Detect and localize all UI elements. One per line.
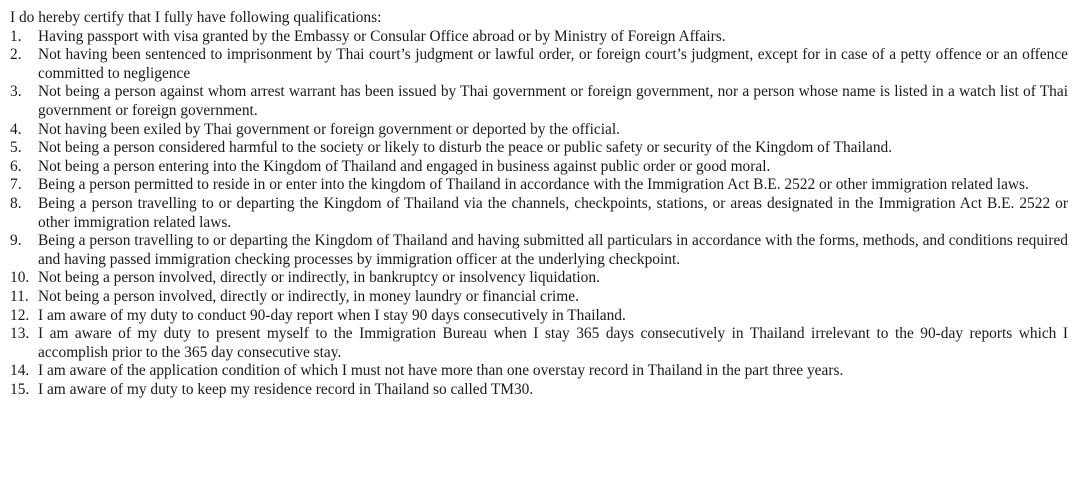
qualification-item-1 xyxy=(10,28,1068,47)
item-text: Being a person travelling to or departing the Kingdom of Thailand and having submitted all particulars in accordance with the forms, methods, and conditions required and having passed immigration checking processes by immigration officer at the underlying checkpoint. xyxy=(38,232,1068,268)
item-text: Being a person travelling to or departing the Kingdom of Thailand via the channels, checkpoints, stations, or areas designated in the Immigration Act B.E. 2522 or other immigration related laws. xyxy=(38,194,1068,231)
qualification-item-7 xyxy=(10,176,1068,195)
item-text: Not having been sentenced to imprisonment by Thai court’s judgment or lawful order, or foreign court’s judgment, except for in case of a petty offence or an offence committed to negligence xyxy=(38,46,1068,82)
item-text: I am aware of my duty to keep my residence record in Thailand so called TM30. xyxy=(38,380,534,398)
item-number: 8. xyxy=(10,194,22,212)
item-text: Not being a person involved, directly or indirectly, in bankruptcy or insolvency liquidation. xyxy=(38,269,600,287)
qualification-item-12 xyxy=(10,307,1068,326)
qualification-item-11 xyxy=(10,288,1068,307)
item-number: 12. xyxy=(10,306,30,324)
qualifications-list xyxy=(10,28,1068,400)
item-number: 5. xyxy=(10,139,22,157)
item-text: Being a person permitted to reside in or enter into the kingdom of Thailand in accordance with the Immigration Act B.E. 2522 or other immigration related laws. xyxy=(38,176,1029,194)
qualification-item-2 xyxy=(10,46,1068,83)
item-number: 11. xyxy=(10,287,29,305)
qualifications-document xyxy=(10,9,1068,399)
qualification-item-3 xyxy=(10,83,1068,120)
item-text: Not being a person against whom arrest warrant has been issued by Thai government or foreign government, nor a person whose name is listed in a watch list of Thai government or foreign government. xyxy=(38,83,1068,119)
item-number: 9. xyxy=(10,232,22,250)
qualification-item-6 xyxy=(10,158,1068,177)
item-text: Having passport with visa granted by the Embassy or Consular Office abroad or by Ministry of Foreign Affairs. xyxy=(38,27,726,45)
qualification-item-4 xyxy=(10,121,1068,140)
item-number: 2. xyxy=(10,46,22,64)
item-text: I am aware of my duty to conduct 90-day report when I stay 90 days consecutively in Thailand. xyxy=(38,306,626,324)
item-text: I am aware of my duty to present myself to the Immigration Bureau when I stay 365 days consecutively in Thailand irrelevant to the 90-day reports which I accomplish prior to the 365 day consecutive stay. xyxy=(38,325,1068,361)
qualification-item-13 xyxy=(10,325,1068,362)
item-text: I am aware of the application condition of which I must not have more than one overstay record in Thailand in the part three years. xyxy=(38,362,844,380)
item-number: 7. xyxy=(10,176,22,194)
qualification-item-5 xyxy=(10,139,1068,158)
item-number: 3. xyxy=(10,83,22,101)
qualification-item-10 xyxy=(10,269,1068,288)
qualification-item-8 xyxy=(10,195,1068,232)
item-number: 14. xyxy=(10,362,30,380)
item-number: 4. xyxy=(10,120,22,138)
qualification-item-14 xyxy=(10,362,1068,381)
item-number: 1. xyxy=(10,27,22,45)
item-number: 10. xyxy=(10,269,30,287)
item-number: 15. xyxy=(10,380,30,398)
item-number: 13. xyxy=(10,325,30,343)
item-text: Not having been exiled by Thai government or foreign government or deported by the official. xyxy=(38,120,620,138)
item-text: Not being a person considered harmful to the society or likely to disturb the peace or public safety or security of the Kingdom of Thailand. xyxy=(38,139,893,157)
certification-intro: I do hereby certify that I fully have following qualifications: xyxy=(10,9,382,26)
item-text: Not being a person involved, directly or indirectly, in money laundry or financial crime. xyxy=(38,287,579,305)
qualification-item-15 xyxy=(10,381,1068,400)
qualification-item-9 xyxy=(10,232,1068,269)
item-text: Not being a person entering into the Kingdom of Thailand and engaged in business against public order or good moral. xyxy=(38,157,771,175)
item-number: 6. xyxy=(10,157,22,175)
